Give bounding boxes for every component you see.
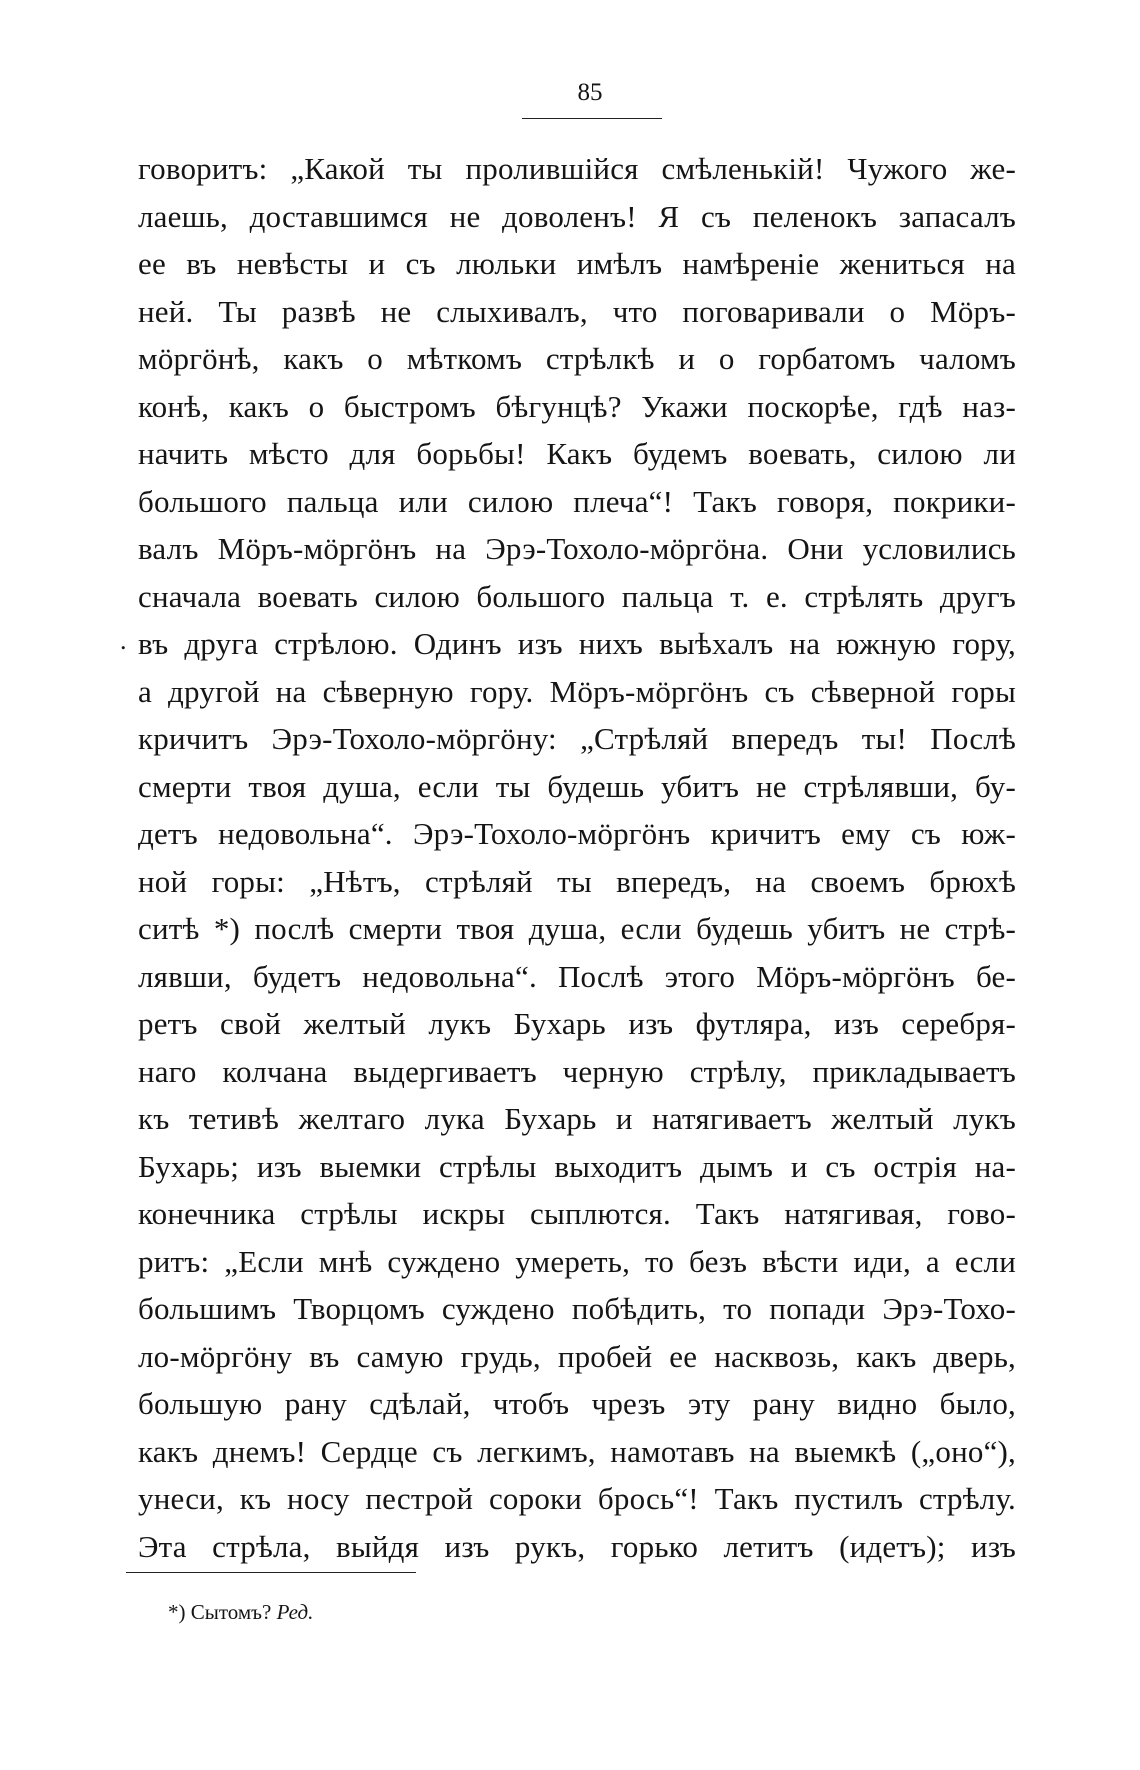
footnote bbox=[168, 1598, 313, 1626]
text-line: конѣ, какъ о быстромъ бѣгунцѣ? Укажи поскорѣе, гдѣ наз- bbox=[138, 388, 1016, 424]
text-line: сначала воевать силою большого пальца т. е. стрѣлять другъ bbox=[138, 578, 1016, 614]
footnote-marker: *) bbox=[168, 1600, 186, 1624]
text-line: смерти твоя душа, если ты будешь убитъ не стрѣлявши, бу- bbox=[138, 768, 1016, 804]
text-line: лаешь, доставшимся не доволенъ! Я съ пеленокъ запасалъ bbox=[138, 198, 1016, 234]
page-number: 85 bbox=[577, 79, 603, 106]
text-line: большого пальца или силою плеча“! Такъ говоря, покрики- bbox=[138, 483, 1016, 519]
footnote-editor: Ред. bbox=[276, 1600, 314, 1624]
text-line: въ друга стрѣлою. Одинъ изъ нихъ выѣхалъ на южную гору, bbox=[138, 626, 1016, 661]
text-line: ретъ свой желтый лукъ Бухарь изъ футляра, изъ серебря- bbox=[138, 1006, 1016, 1041]
margin-mark: . bbox=[120, 626, 127, 655]
text-line: говоритъ: „Какой ты пролившійся смѣленькій! Чужого же- bbox=[138, 151, 1016, 186]
footnote-rule bbox=[126, 1572, 416, 1573]
text-line: а другой на сѣверную гору. Мöръ-мöргöнъ съ сѣверной горы bbox=[138, 673, 1016, 709]
text-line: какъ днемъ! Сердце съ легкимъ, намотавъ на выемкѣ („оно“), bbox=[138, 1433, 1016, 1469]
text-line: ней. Ты развѣ не слыхивалъ, что поговаривали о Мöръ- bbox=[138, 293, 1016, 329]
text-line: Эта стрѣла, выйдя изъ рукъ, горько летитъ (идетъ); изъ bbox=[138, 1528, 1016, 1564]
body-text bbox=[138, 145, 1016, 1570]
text-line: ло-мöргöну въ самую грудь, пробей ее насквозь, какъ дверь, bbox=[138, 1338, 1016, 1374]
text-line: лявши, будетъ недовольна“. Послѣ этого Мöръ-мöргöнъ бе- bbox=[138, 958, 1016, 994]
text-line: ритъ: „Если мнѣ суждено умереть, то безъ вѣсти иди, а если bbox=[138, 1243, 1016, 1279]
text-line: детъ недовольна“. Эрэ-Тохоло-мöргöнъ кричитъ ему съ юж- bbox=[138, 816, 1016, 851]
text-line: кричитъ Эрэ-Тохоло-мöргöну: „Стрѣляй впередъ ты! Послѣ bbox=[138, 721, 1016, 756]
page-number-rule bbox=[522, 118, 662, 119]
text-line: Бухарь; изъ выемки стрѣлы выходитъ дымъ и съ острія на- bbox=[138, 1148, 1016, 1184]
text-line: унеси, къ носу пестрой сороки брось“! Такъ пустилъ стрѣлу. bbox=[138, 1481, 1016, 1516]
text-line: наго колчана выдергиваетъ черную стрѣлу, прикладываетъ bbox=[138, 1053, 1016, 1089]
footnote-text: Сытомъ? bbox=[190, 1600, 272, 1624]
text-line: ной горы: „Нѣтъ, стрѣляй ты впередъ, на своемъ брюхѣ bbox=[138, 863, 1016, 899]
text-line: валъ Мöръ-мöргöнъ на Эрэ-Тохоло-мöргöна. Они условились bbox=[138, 531, 1016, 566]
text-line: начить мѣсто для борьбы! Какъ будемъ воевать, силою ли bbox=[138, 436, 1016, 471]
text-line: ее въ невѣсты и съ люльки имѣлъ намѣреніе жениться на bbox=[138, 246, 1016, 281]
text-line: большимъ Творцомъ суждено побѣдить, то попади Эрэ-Тохо- bbox=[138, 1291, 1016, 1326]
text-line: ситѣ *) послѣ смерти твоя душа, если будешь убитъ не стрѣ- bbox=[138, 911, 1016, 946]
text-line: къ тетивѣ желтаго лука Бухарь и натягиваетъ желтый лукъ bbox=[138, 1101, 1016, 1136]
text-line: большую рану сдѣлай, чтобъ чрезъ эту рану видно было, bbox=[138, 1386, 1016, 1421]
text-line: мöргöнѣ, какъ о мѣткомъ стрѣлкѣ и о горбатомъ чаломъ bbox=[138, 341, 1016, 376]
text-line: конечника стрѣлы искры сыплются. Такъ натягивая, гово- bbox=[138, 1196, 1016, 1231]
